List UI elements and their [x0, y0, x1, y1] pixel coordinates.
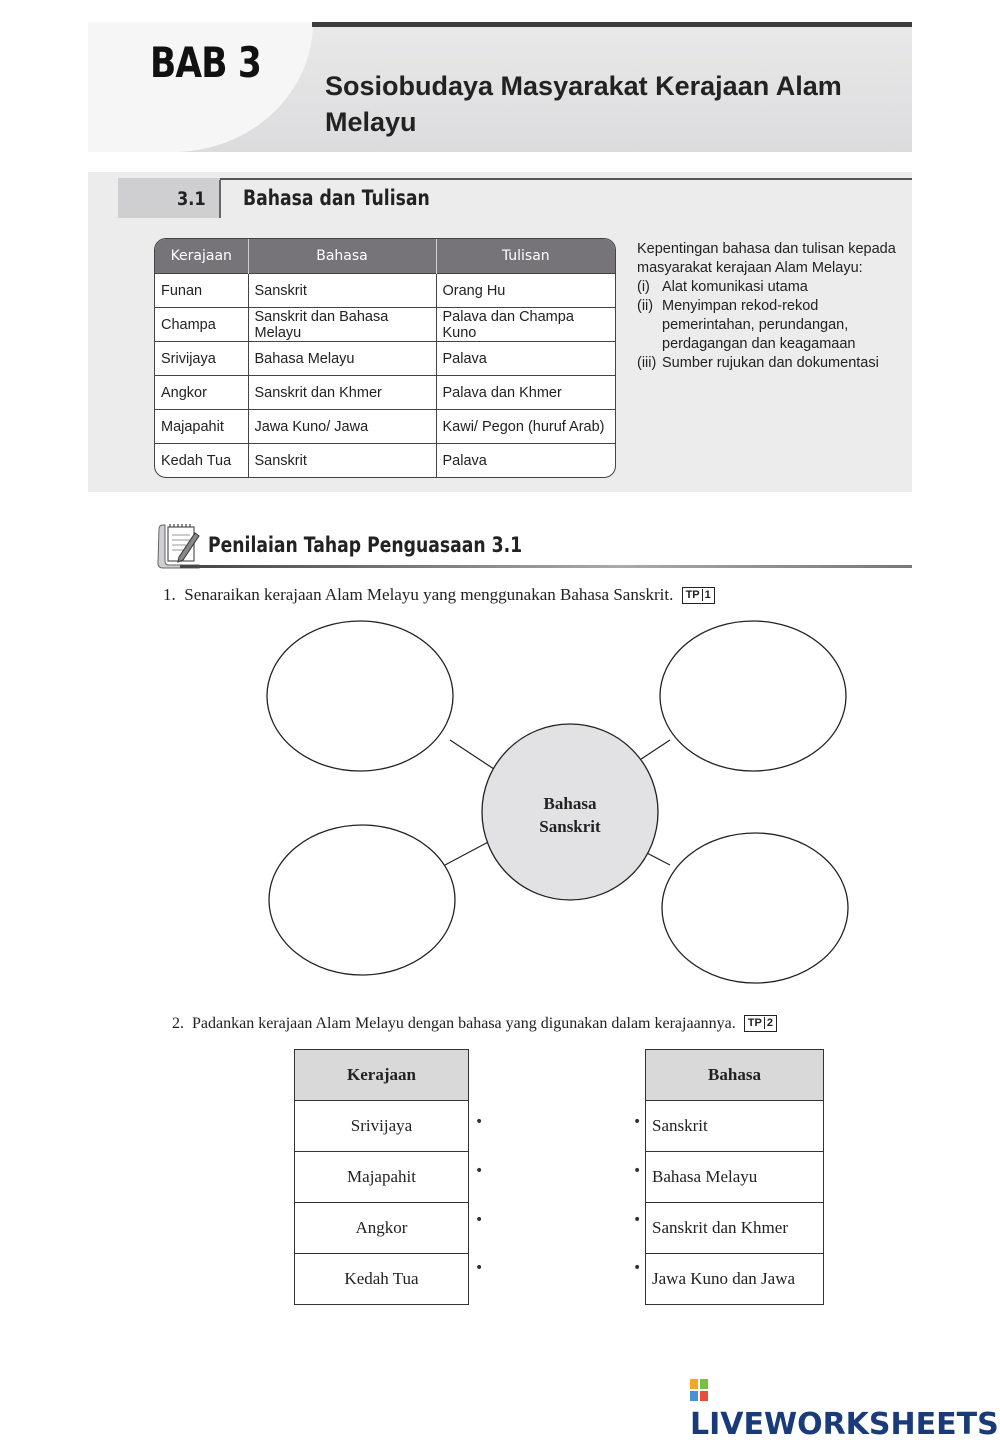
liveworksheets-brand	[690, 1372, 1000, 1442]
answer-bubble-top-right[interactable]	[660, 621, 846, 771]
notes-intro: Kepentingan bahasa dan tulisan kepada masyarakat kerajaan Alam Melayu:	[637, 241, 896, 276]
match-header: Kerajaan	[295, 1050, 469, 1101]
bubble-map	[260, 615, 860, 1015]
table-row	[155, 342, 615, 376]
table-cell: Sanskrit	[248, 274, 436, 308]
question-2	[172, 1015, 777, 1033]
table-cell: Jawa Kuno/ Jawa	[248, 410, 436, 444]
answer-bubble-top-left[interactable]	[267, 621, 453, 771]
table-cell: Angkor	[155, 376, 248, 410]
match-left-item[interactable]: Srivijaya	[295, 1101, 469, 1152]
match-right-item[interactable]: Bahasa Melayu	[646, 1152, 824, 1203]
table-header: Bahasa	[248, 239, 436, 274]
section-number: 3.1	[177, 188, 206, 210]
notes-item-number: (ii)	[637, 298, 654, 314]
tp-level: 1	[702, 589, 711, 601]
match-dot-right[interactable]: •	[633, 1260, 642, 1276]
notepad-pencil-icon	[155, 521, 203, 569]
answer-bubble-bottom-left[interactable]	[269, 825, 455, 975]
match-right-item[interactable]: Jawa Kuno dan Jawa	[646, 1254, 824, 1305]
match-dot-left[interactable]: •	[475, 1260, 484, 1276]
question-number: 2.	[172, 1015, 184, 1032]
match-right-item[interactable]: Sanskrit	[646, 1101, 824, 1152]
table-cell: Palava	[436, 342, 615, 376]
match-left-item[interactable]: Angkor	[295, 1203, 469, 1254]
table-cell: Sanskrit dan Bahasa Melayu	[248, 308, 436, 342]
center-label-line1: Bahasa	[543, 794, 597, 813]
match-dot-left[interactable]: •	[475, 1114, 484, 1130]
tp-badge	[744, 1015, 777, 1032]
table-row	[155, 444, 615, 478]
tp-label: TP	[685, 589, 700, 601]
notes-item-number: (i)	[637, 279, 650, 295]
connector-line	[450, 740, 500, 773]
section-title: Bahasa dan Tulisan	[243, 186, 430, 210]
tp-label: TP	[747, 1017, 762, 1029]
assessment-title: Penilaian Tahap Penguasaan 3.1	[208, 533, 523, 557]
table-cell: Majapahit	[155, 410, 248, 444]
connector-line	[445, 840, 492, 865]
notes-item-number: (iii)	[637, 355, 657, 371]
table-row	[155, 376, 615, 410]
tp-level: 2	[764, 1017, 773, 1029]
table-cell: Srivijaya	[155, 342, 248, 376]
table-cell: Kedah Tua	[155, 444, 248, 478]
table-cell: Champa	[155, 308, 248, 342]
liveworksheets-logo-icon	[690, 1379, 708, 1401]
table-cell: Palava	[436, 444, 615, 478]
notes-item-text: Alat komunikasi utama	[662, 279, 808, 295]
table-cell: Funan	[155, 274, 248, 308]
match-dot-right[interactable]: •	[633, 1212, 642, 1228]
importance-notes	[637, 240, 909, 373]
answer-bubble-bottom-right[interactable]	[662, 833, 848, 983]
language-script-table	[154, 238, 616, 478]
table-cell: Sanskrit dan Khmer	[248, 376, 436, 410]
match-table-kerajaan	[294, 1049, 469, 1305]
notes-item	[637, 278, 909, 297]
table-header: Tulisan	[436, 239, 615, 274]
question-text: Padankan kerajaan Alam Melayu dengan bahasa yang digunakan dalam kerajaannya.	[192, 1015, 736, 1032]
table-row	[155, 410, 615, 444]
tp-badge	[682, 587, 715, 604]
match-left-item[interactable]: Majapahit	[295, 1152, 469, 1203]
assessment-rule	[180, 565, 912, 568]
notes-item	[637, 354, 909, 373]
chapter-label: BAB 3	[150, 38, 262, 87]
match-dot-right[interactable]: •	[633, 1114, 642, 1130]
notes-item	[637, 297, 909, 354]
table-cell: Orang Hu	[436, 274, 615, 308]
center-label-line2: Sanskrit	[539, 817, 601, 836]
chapter-header-line	[312, 22, 912, 27]
question-number: 1.	[163, 585, 176, 604]
question-text: Senaraikan kerajaan Alam Melayu yang menggunakan Bahasa Sanskrit.	[184, 585, 674, 604]
brand-name: LIVEWORKSHEETS	[690, 1407, 999, 1442]
table-cell: Palava dan Champa Kuno	[436, 308, 615, 342]
section-divider	[219, 180, 221, 218]
match-right-item[interactable]: Sanskrit dan Khmer	[646, 1203, 824, 1254]
table-header: Kerajaan	[155, 239, 248, 274]
match-dot-right[interactable]: •	[633, 1163, 642, 1179]
question-1	[163, 585, 715, 605]
table-cell: Bahasa Melayu	[248, 342, 436, 376]
table-cell: Sanskrit	[248, 444, 436, 478]
table-cell: Kawi/ Pegon (huruf Arab)	[436, 410, 615, 444]
notes-item-text: Menyimpan rekod-rekod pemerintahan, perundangan, perdagangan dan keagamaan	[662, 298, 856, 352]
match-header: Bahasa	[646, 1050, 824, 1101]
table-cell: Palava dan Khmer	[436, 376, 615, 410]
chapter-title: Sosiobudaya Masyarakat Kerajaan Alam Melayu	[325, 71, 842, 137]
match-table-bahasa	[645, 1049, 824, 1305]
table-row	[155, 274, 615, 308]
match-left-item[interactable]: Kedah Tua	[295, 1254, 469, 1305]
section-rule	[220, 178, 912, 180]
table-row	[155, 308, 615, 342]
match-dot-left[interactable]: •	[475, 1163, 484, 1179]
match-dot-left[interactable]: •	[475, 1212, 484, 1228]
notes-item-text: Sumber rujukan dan dokumentasi	[662, 355, 879, 371]
